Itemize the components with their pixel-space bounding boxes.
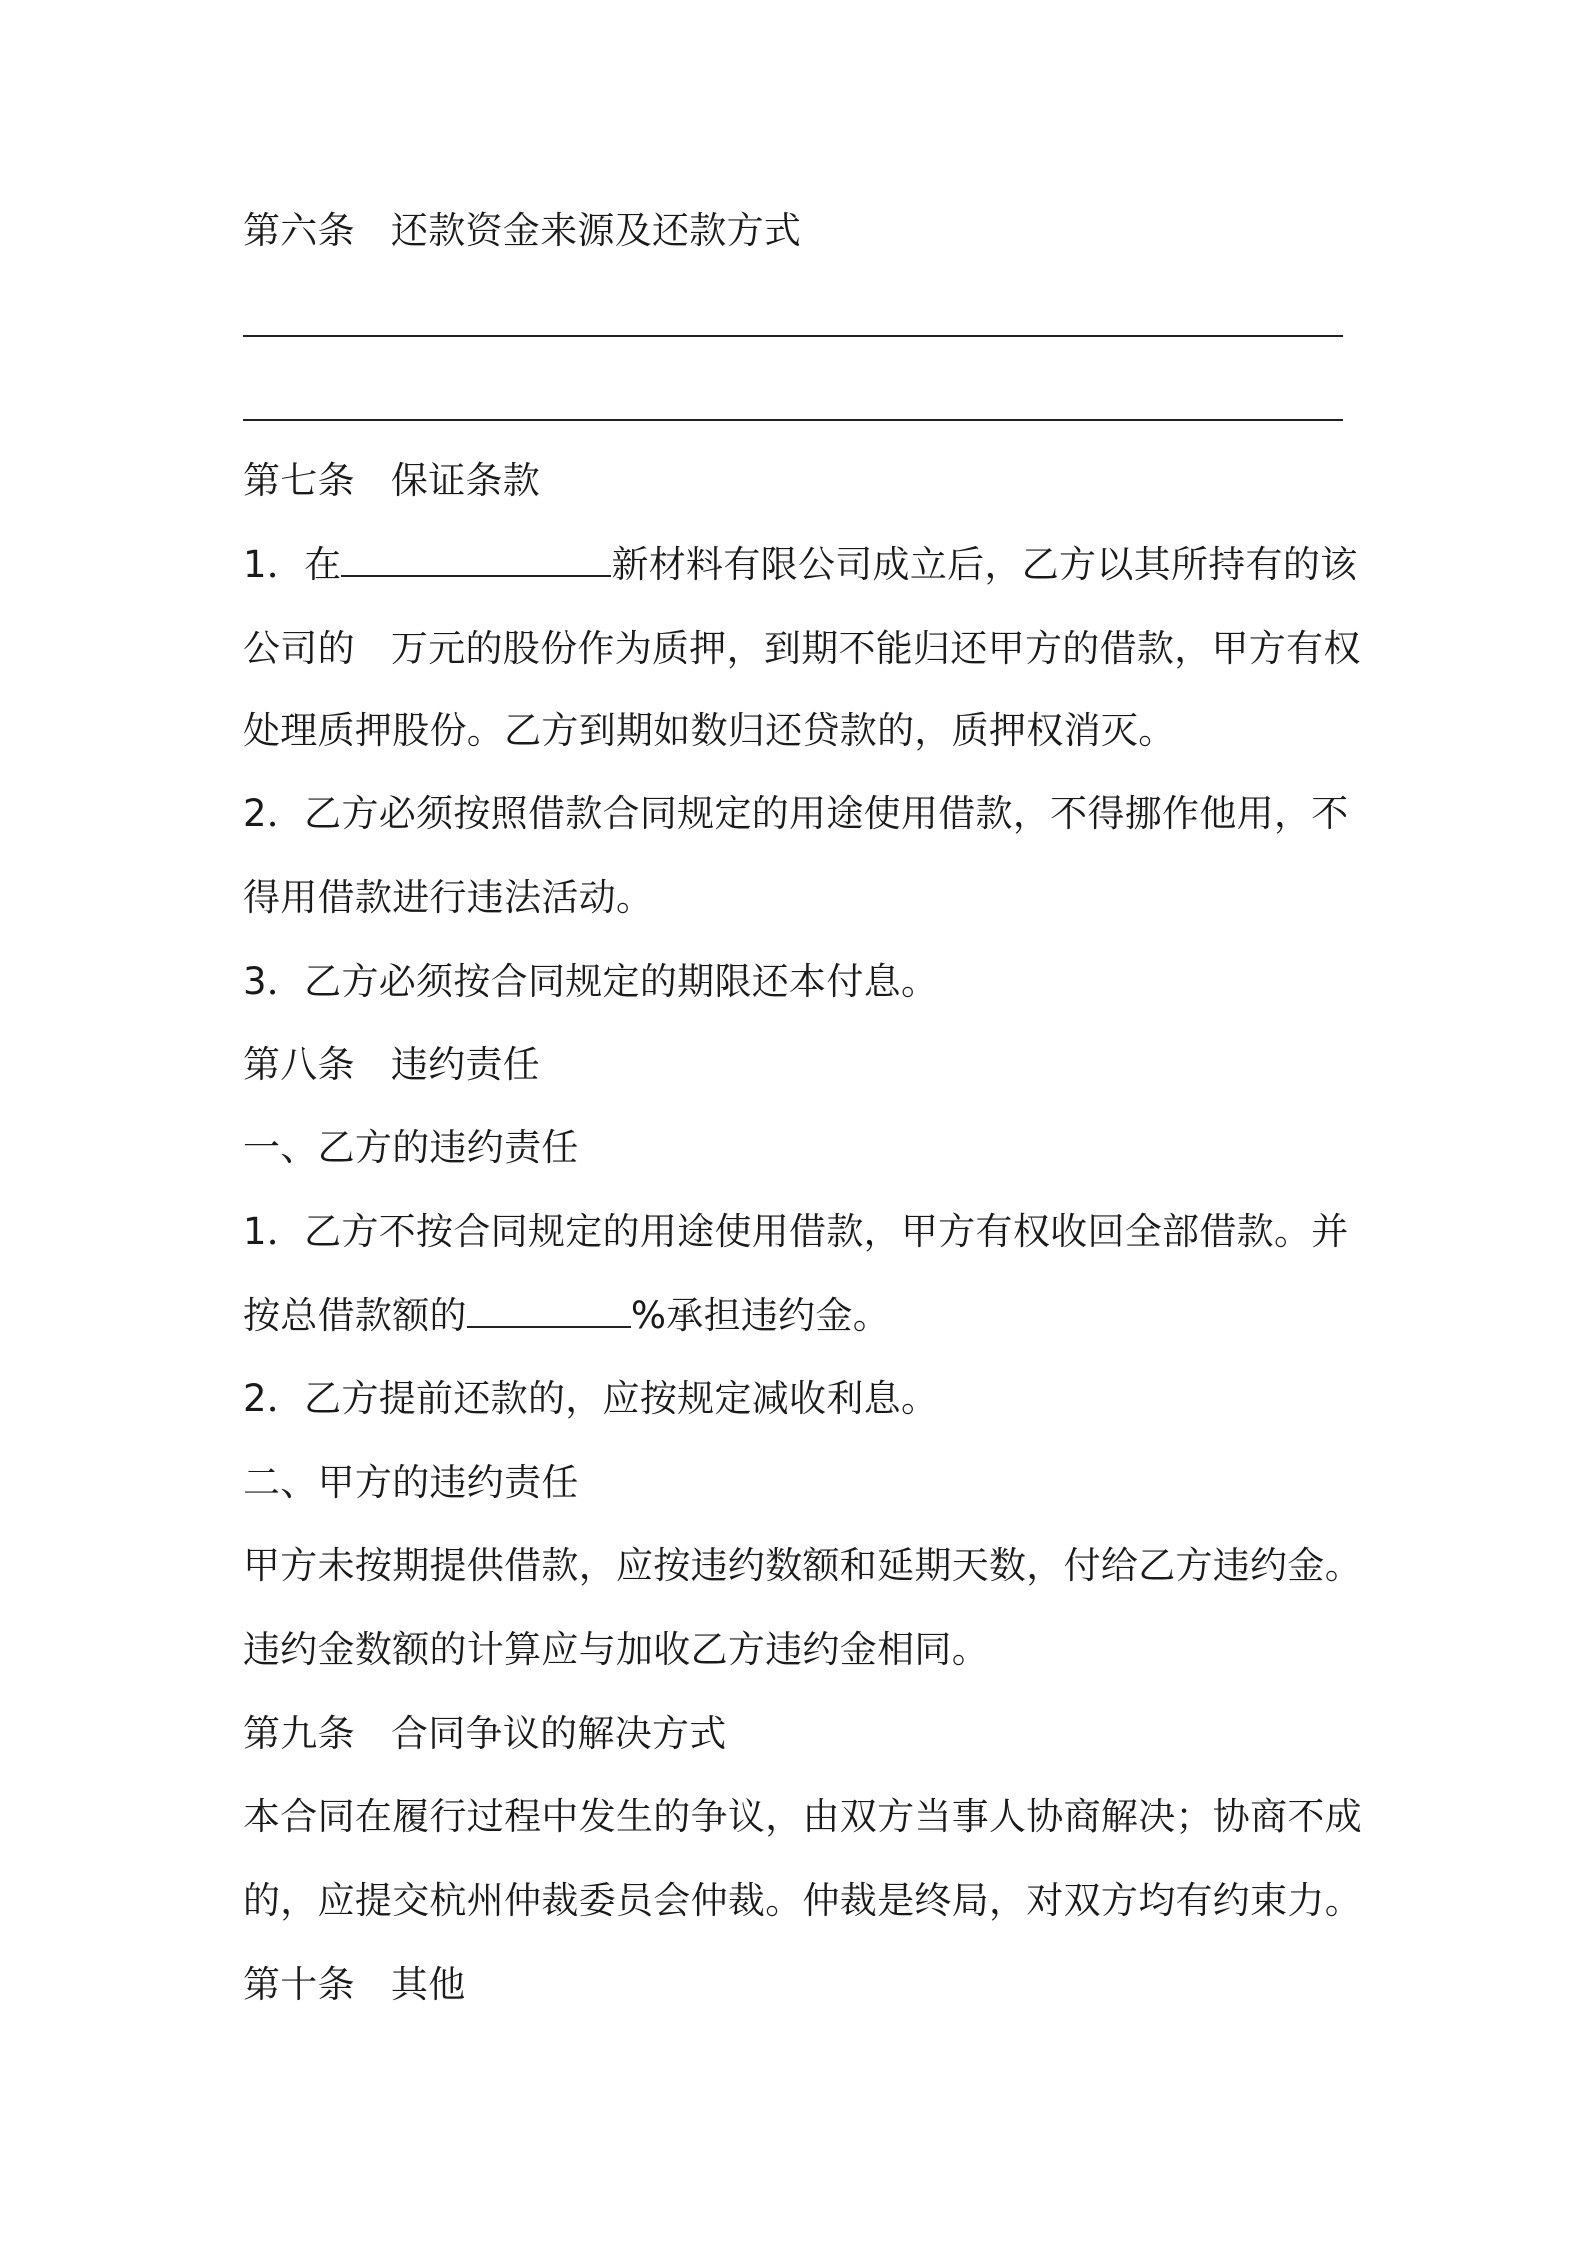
percentage-blank <box>467 1292 631 1328</box>
article-title: 其他 <box>390 1963 466 2006</box>
article-8-section-2-heading: 二、甲方的违约责任 <box>243 1461 579 1504</box>
article-6-heading <box>243 206 801 256</box>
text-segment: 公司的 <box>243 627 355 670</box>
article-number: 第六条 <box>243 209 355 252</box>
article-7-clause-3: 3．乙方必须按合同规定的期限还本付息。 <box>243 960 939 1003</box>
company-name-blank <box>341 541 611 577</box>
article-8-section-2-line-2: 违约金数额的计算应与加收乙方违约金相同。 <box>243 1628 989 1671</box>
article-title: 保证条款 <box>390 459 541 502</box>
text-segment: 1．在 <box>243 543 342 586</box>
fill-in-blank-line <box>243 419 1343 421</box>
article-title: 合同争议的解决方式 <box>390 1712 727 1755</box>
article-8-section-1-clause-1-line-1: 1．乙方不按合同规定的用途使用借款，甲方有权收回全部借款。并 <box>243 1210 1349 1253</box>
article-8-section-1-clause-2: 2．乙方提前还款的，应按规定减收利息。 <box>243 1377 939 1420</box>
article-7-clause-1-line-1 <box>243 540 1357 590</box>
article-9-line-2: 的，应提交杭州仲裁委员会仲裁。仲裁是终局，对双方均有约束力。 <box>243 1879 1362 1922</box>
article-number: 第九条 <box>243 1712 355 1755</box>
article-8-section-2-line-1: 甲方未按期提供借款，应按违约数额和延期天数，付给乙方违约金。 <box>243 1544 1362 1587</box>
article-number: 第八条 <box>243 1043 355 1086</box>
article-7-clause-1-line-3: 处理质押股份。乙方到期如数归还贷款的，质押权消灭。 <box>243 709 1176 752</box>
text-segment: 新材料有限公司成立后，乙方以其所持有的该 <box>611 543 1358 586</box>
article-7-clause-2-line-1: 2．乙方必须按照借款合同规定的用途使用借款，不得挪作他用，不 <box>243 792 1349 835</box>
article-number: 第十条 <box>243 1963 355 2006</box>
article-9-heading <box>243 1709 727 1759</box>
article-title: 违约责任 <box>390 1043 541 1086</box>
article-9-line-1: 本合同在履行过程中发生的争议，由双方当事人协商解决；协商不成 <box>243 1795 1362 1838</box>
article-title: 还款资金来源及还款方式 <box>390 209 802 252</box>
article-8-section-1-clause-1-line-2 <box>243 1291 890 1341</box>
text-segment: %承担违约金。 <box>630 1294 891 1337</box>
text-segment: 万元的股份作为质押，到期不能归还甲方的借款，甲方有权 <box>390 627 1361 670</box>
article-7-clause-2-line-2: 得用借款进行违法活动。 <box>243 876 654 919</box>
article-8-section-1-heading: 一、乙方的违约责任 <box>243 1126 579 1169</box>
article-10-heading <box>243 1960 466 2010</box>
article-8-heading <box>243 1040 540 1090</box>
article-7-heading <box>243 456 540 506</box>
text-segment: 按总借款额的 <box>243 1294 467 1337</box>
article-number: 第七条 <box>243 459 355 502</box>
article-7-clause-1-line-2 <box>243 624 1361 674</box>
fill-in-blank-line <box>243 335 1343 337</box>
